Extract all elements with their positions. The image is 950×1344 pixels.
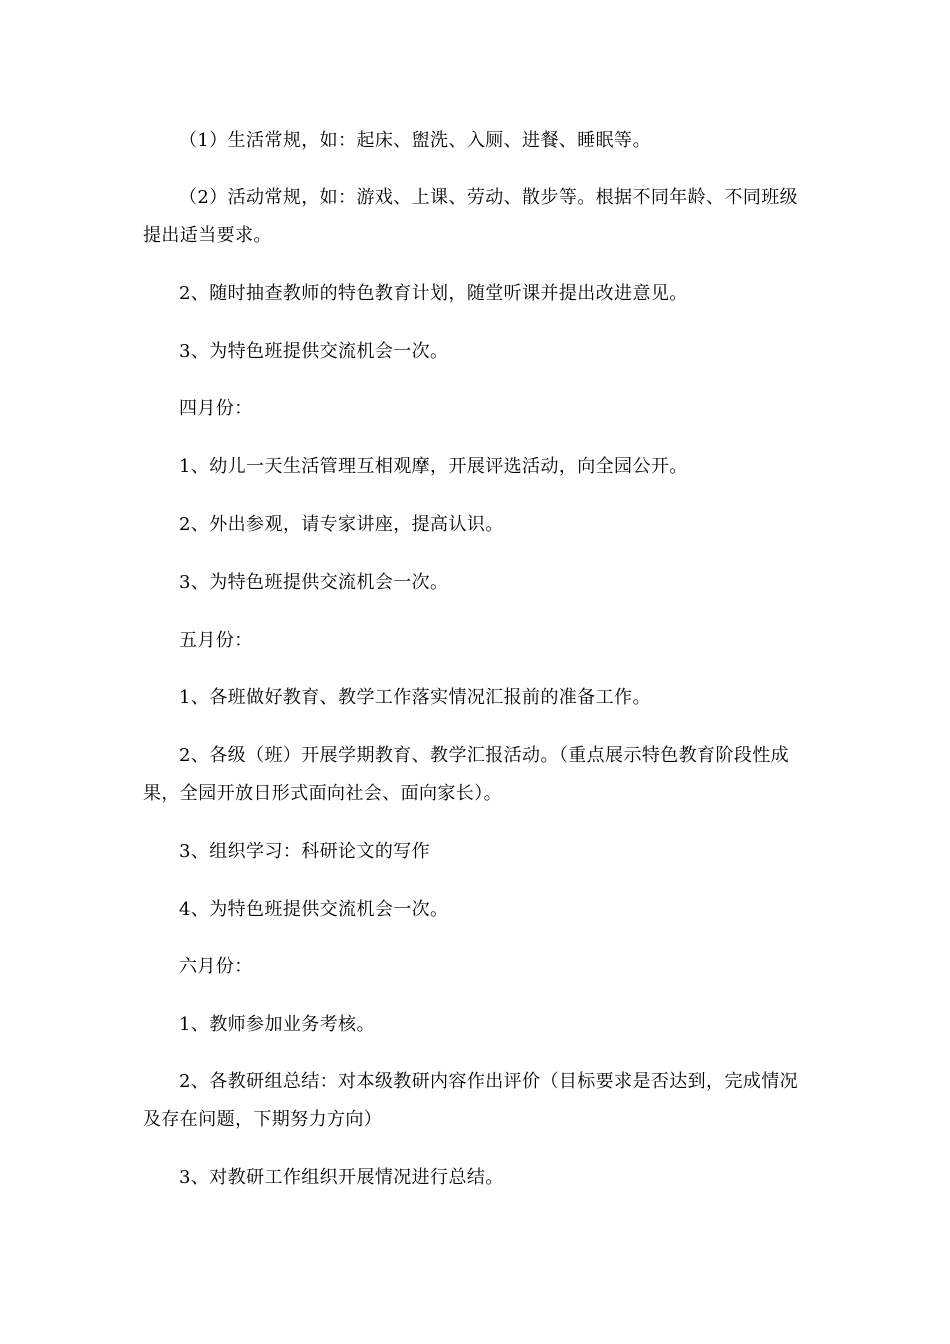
heading-april: 四月份： [179, 398, 253, 419]
heading-may: 五月份： [179, 630, 253, 651]
paragraph-june-item-2: 2、各教研组总结：对本级教研内容作出评价（目标要求是否达到，完成情况及存在问题，下期努力方向） [143, 1071, 799, 1130]
paragraph-daily-routine: （1）生活常规，如：起床、盥洗、入厕、进餐、睡眠等。 [179, 130, 651, 151]
paragraph-april-item-2: 2、外出参观，请专家讲座，提高认识。 [179, 514, 504, 535]
paragraph-april-item-1: 1、幼儿一天生活管理互相观摩，开展评选活动，向全园公开。 [179, 456, 688, 477]
paragraph-may-item-1: 1、各班做好教育、教学工作落实情况汇报前的准备工作。 [179, 687, 651, 708]
paragraph-may-item-4: 4、为特色班提供交流机会一次。 [179, 899, 449, 920]
paragraph-june-item-1: 1、教师参加业务考核。 [179, 1014, 375, 1035]
heading-june: 六月份： [179, 956, 253, 977]
paragraph-june-item-3: 3、对教研工作组织开展情况进行总结。 [179, 1167, 504, 1188]
paragraph-may-item-3: 3、组织学习：科研论文的写作 [179, 841, 431, 862]
paragraph-march-item-2: 2、随时抽查教师的特色教育计划，随堂听课并提出改进意见。 [179, 283, 688, 304]
paragraph-april-item-3: 3、为特色班提供交流机会一次。 [179, 572, 449, 593]
paragraph-activity-routine: （2）活动常规，如：游戏、上课、劳动、散步等。根据不同年龄、不同班级提出适当要求。 [143, 187, 799, 246]
paragraph-may-item-2: 2、各级（班）开展学期教育、教学汇报活动。（重点展示特色教育阶段性成果，全园开放日形式面向社会、面向家长）。 [143, 745, 790, 804]
paragraph-march-item-3: 3、为特色班提供交流机会一次。 [179, 341, 449, 362]
